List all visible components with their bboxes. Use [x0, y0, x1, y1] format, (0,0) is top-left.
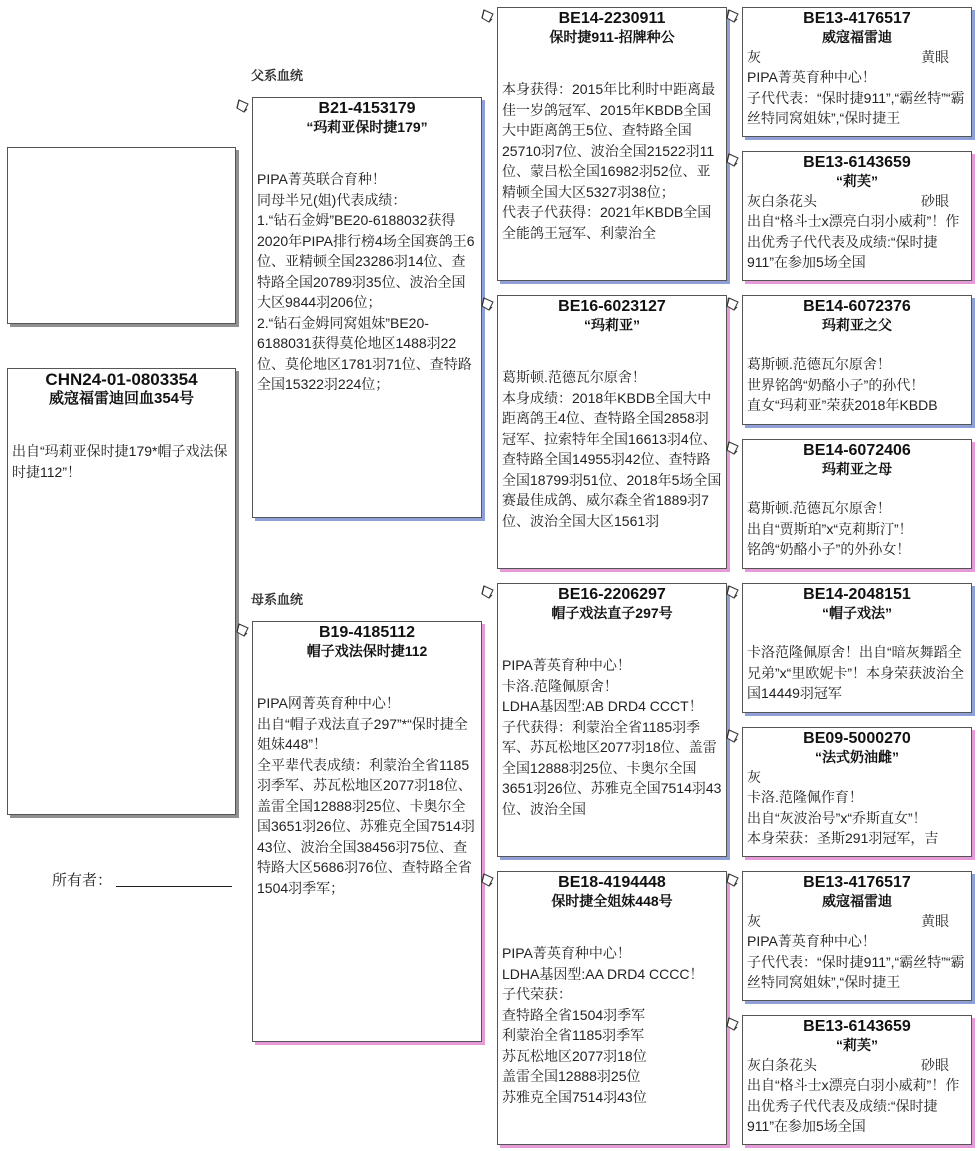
dsd-desc: 卡洛.范隆佩作育！ 出自“灰波治号”x“乔斯直女”！ 本身荣获：圣斯291羽冠军，吉 — [747, 789, 939, 846]
ssd-eye: 砂眼 — [921, 193, 949, 209]
photo-placeholder — [7, 147, 236, 324]
subject-desc: 出自“玛莉亚保时捷179*帽子戏法保时捷112”！ — [12, 443, 228, 480]
sire-dam-card[interactable] — [497, 295, 727, 569]
dam-sire-name: 帽子戏法直子297号 — [551, 605, 673, 621]
sdd-desc: 葛斯顿.范德瓦尔原舍！ 出自“贾斯珀”x“克莉斯汀”！ 铭鸽“奶酪小子”的外孙女！ — [747, 500, 913, 557]
dds-name: 威寇福雷迪 — [822, 893, 892, 909]
ddd-ring: BE13-6143659 — [803, 1018, 911, 1035]
sire-dam-ring: BE16-6023127 — [558, 298, 666, 315]
ssd-ring: BE13-6143659 — [803, 154, 911, 171]
ssd-card[interactable] — [742, 151, 972, 281]
flag-icon — [481, 297, 495, 311]
flag-icon — [726, 297, 740, 311]
flag-icon — [481, 873, 495, 887]
dsd-color: 灰 — [747, 769, 761, 785]
ddd-card[interactable] — [742, 1015, 972, 1145]
dss-card[interactable] — [742, 583, 972, 713]
dss-name: “帽子戏法” — [822, 605, 892, 621]
flag-icon — [481, 585, 495, 599]
flag-icon — [726, 9, 740, 23]
sdd-ring: BE14-6072406 — [803, 442, 911, 459]
sds-name: 玛莉亚之父 — [822, 317, 892, 333]
paternal-section-label: 父系血统 — [251, 68, 304, 83]
sss-name: 威寇福雷迪 — [822, 29, 892, 45]
sss-desc: PIPA菁英育种中心！ 子代代表：“保时捷911”,“霸丝特”“霸丝特同窝姐妹”,“保时捷王 — [747, 69, 965, 126]
sire-ring: B21-4153179 — [318, 100, 416, 117]
sire-dam-name: “玛莉亚” — [584, 317, 640, 333]
sss-color: 灰 — [747, 49, 761, 65]
dam-desc: PIPA网菁英育种中心！ 出自“帽子戏法直子297”*“保时捷全姐妹448”！ 全平辈代表成绩：利蒙治全省1185羽季军、苏瓦松地区2077羽18位、盖雷全国12888羽25位、卡奥尔全国3651羽26位、苏雅克全国7514羽43位、波治全国38456羽75位、查特路大区5686羽76位、查特路全省1504羽季军； — [257, 695, 475, 896]
owner-label: 所有者： — [52, 872, 113, 889]
dam-sire-desc: PIPA菁英育种中心！ 卡洛.范隆佩原舍！ LDHA基因型:AB DRD4 CCCT！ 子代获得：利蒙治全省1185羽季军、苏瓦松地区2077羽18位、盖雷全国12888羽25位、卡奥尔全国3651羽26位、苏雅克全国7514羽43位、波治全国 — [502, 657, 722, 817]
dds-card[interactable] — [742, 871, 972, 1001]
dam-sire-ring: BE16-2206297 — [558, 586, 666, 603]
dss-ring: BE14-2048151 — [803, 586, 911, 603]
dsd-card[interactable] — [742, 727, 972, 857]
maternal-section-label: 母系血统 — [251, 592, 304, 607]
subject-name: 威寇福雷迪回血354号 — [48, 390, 195, 407]
dds-eye: 黄眼 — [921, 913, 949, 929]
ssd-name: “莉芙” — [836, 173, 878, 189]
dsd-name: “法式奶油雌” — [815, 749, 899, 765]
subject-ring: CHN24-01-0803354 — [45, 370, 198, 389]
ddd-eye: 砂眼 — [921, 1057, 949, 1073]
dam-name: 帽子戏法保时捷112 — [306, 643, 428, 659]
dam-ring: B19-4185112 — [318, 624, 416, 641]
subject-card[interactable] — [7, 368, 236, 815]
sire-sire-ring: BE14-2230911 — [558, 10, 666, 27]
flag-icon — [726, 441, 740, 455]
sds-desc: 葛斯顿.范德瓦尔原舍！ 世界铭鸽“奶酪小子”的孙代！ 直女“玛莉亚”荣获2018年KBDB — [747, 356, 938, 413]
dds-color: 灰 — [747, 913, 761, 929]
flag-icon — [726, 585, 740, 599]
flag-icon — [726, 873, 740, 887]
sdd-name: 玛莉亚之母 — [822, 461, 892, 477]
flag-icon — [726, 729, 740, 743]
dam-dam-card[interactable] — [497, 871, 727, 1145]
ssd-color: 灰白条花头 — [747, 193, 817, 209]
dam-dam-desc: PIPA菁英育种中心！ LDHA基因型:AA DRD4 CCCC！ 子代荣获： 查特路全省1504羽季军 利蒙治全省1185羽季军 苏瓦松地区2077羽18位 盖雷全国12888羽25位 苏雅克全国7514羽43位 — [502, 945, 704, 1105]
dss-desc: 卡洛范隆佩原舍！出自“暗灰舞蹈全兄弟”x“里欧妮卡”！本身荣获波治全国14449羽冠军 — [747, 644, 964, 701]
dam-dam-ring: BE18-4194448 — [558, 874, 666, 891]
ddd-name: “莉芙” — [836, 1037, 878, 1053]
dam-sire-card[interactable] — [497, 583, 727, 857]
flag-icon — [726, 1017, 740, 1031]
sire-dam-desc: 葛斯顿.范德瓦尔原舍！ 本身成绩：2018年KBDB全国大中距离鸽王4位、查特路全国2858羽冠军、拉索特年全国16613羽4位、查特路全国14955羽42位、查特路全国18799羽51位、2018年5场全国赛最佳成鸽、威尔森全省1889羽7位、波治全国大区1561羽 — [502, 369, 722, 529]
dds-desc: PIPA菁英育种中心！ 子代代表：“保时捷911”,“霸丝特”“霸丝特同窝姐妹”,“保时捷王 — [747, 933, 965, 990]
sire-name: “玛莉亚保时捷179” — [306, 119, 428, 135]
dsd-ring: BE09-5000270 — [803, 730, 911, 747]
ddd-desc: 出自“格斗士x漂亮白羽小威莉”！作出优秀子代代表及成绩:“保时捷911”在参加5场全国 — [747, 1077, 960, 1134]
sss-eye: 黄眼 — [921, 49, 949, 65]
ssd-desc: 出自“格斗士x漂亮白羽小威莉”！作出优秀子代代表及成绩:“保时捷911”在参加5场全国 — [747, 213, 960, 270]
dam-dam-name: 保时捷全姐妹448号 — [551, 893, 673, 909]
ddd-color: 灰白条花头 — [747, 1057, 817, 1073]
sds-ring: BE14-6072376 — [803, 298, 911, 315]
sss-ring: BE13-4176517 — [803, 10, 911, 27]
dam-card[interactable] — [252, 621, 482, 1042]
sire-desc: PIPA菁英联合育种！ 同母半兄(姐)代表成绩： 1.“钻石金姆”BE20-6188032获得2020年PIPA排行榜4场全国赛鸽王6位、亚精顿全国23286羽14位、查特路全国20789羽35位、波治全国大区9844羽206位； 2.“钻石金姆同窝姐妹”BE20-6188031获得莫伦地区1488羽22位、莫伦地区1781羽71位、查特路全国15322羽224位； — [257, 171, 475, 392]
owner-line[interactable] — [116, 886, 232, 887]
sire-sire-desc: 本身获得：2015年比利时中距离最佳一岁鸽冠军、2015年KBDB全国大中距离鸽王5位、查特路全国25710羽7位、波治全国21522羽11位、蒙吕松全国16982羽52位、亚精顿全国大区5327羽38位； 代表子代获得：2021年KBDB全国全能鸽王冠军、利蒙治全 — [502, 81, 716, 241]
sss-card[interactable] — [742, 7, 972, 137]
sire-sire-name: 保时捷911-招牌种公 — [549, 29, 675, 45]
sire-sire-card[interactable] — [497, 7, 727, 281]
flag-icon — [236, 623, 250, 637]
flag-icon — [726, 153, 740, 167]
sds-card[interactable] — [742, 295, 972, 425]
flag-icon — [481, 9, 495, 23]
dds-ring: BE13-4176517 — [803, 874, 911, 891]
flag-icon — [236, 99, 250, 113]
sdd-card[interactable] — [742, 439, 972, 569]
sire-card[interactable] — [252, 97, 482, 518]
